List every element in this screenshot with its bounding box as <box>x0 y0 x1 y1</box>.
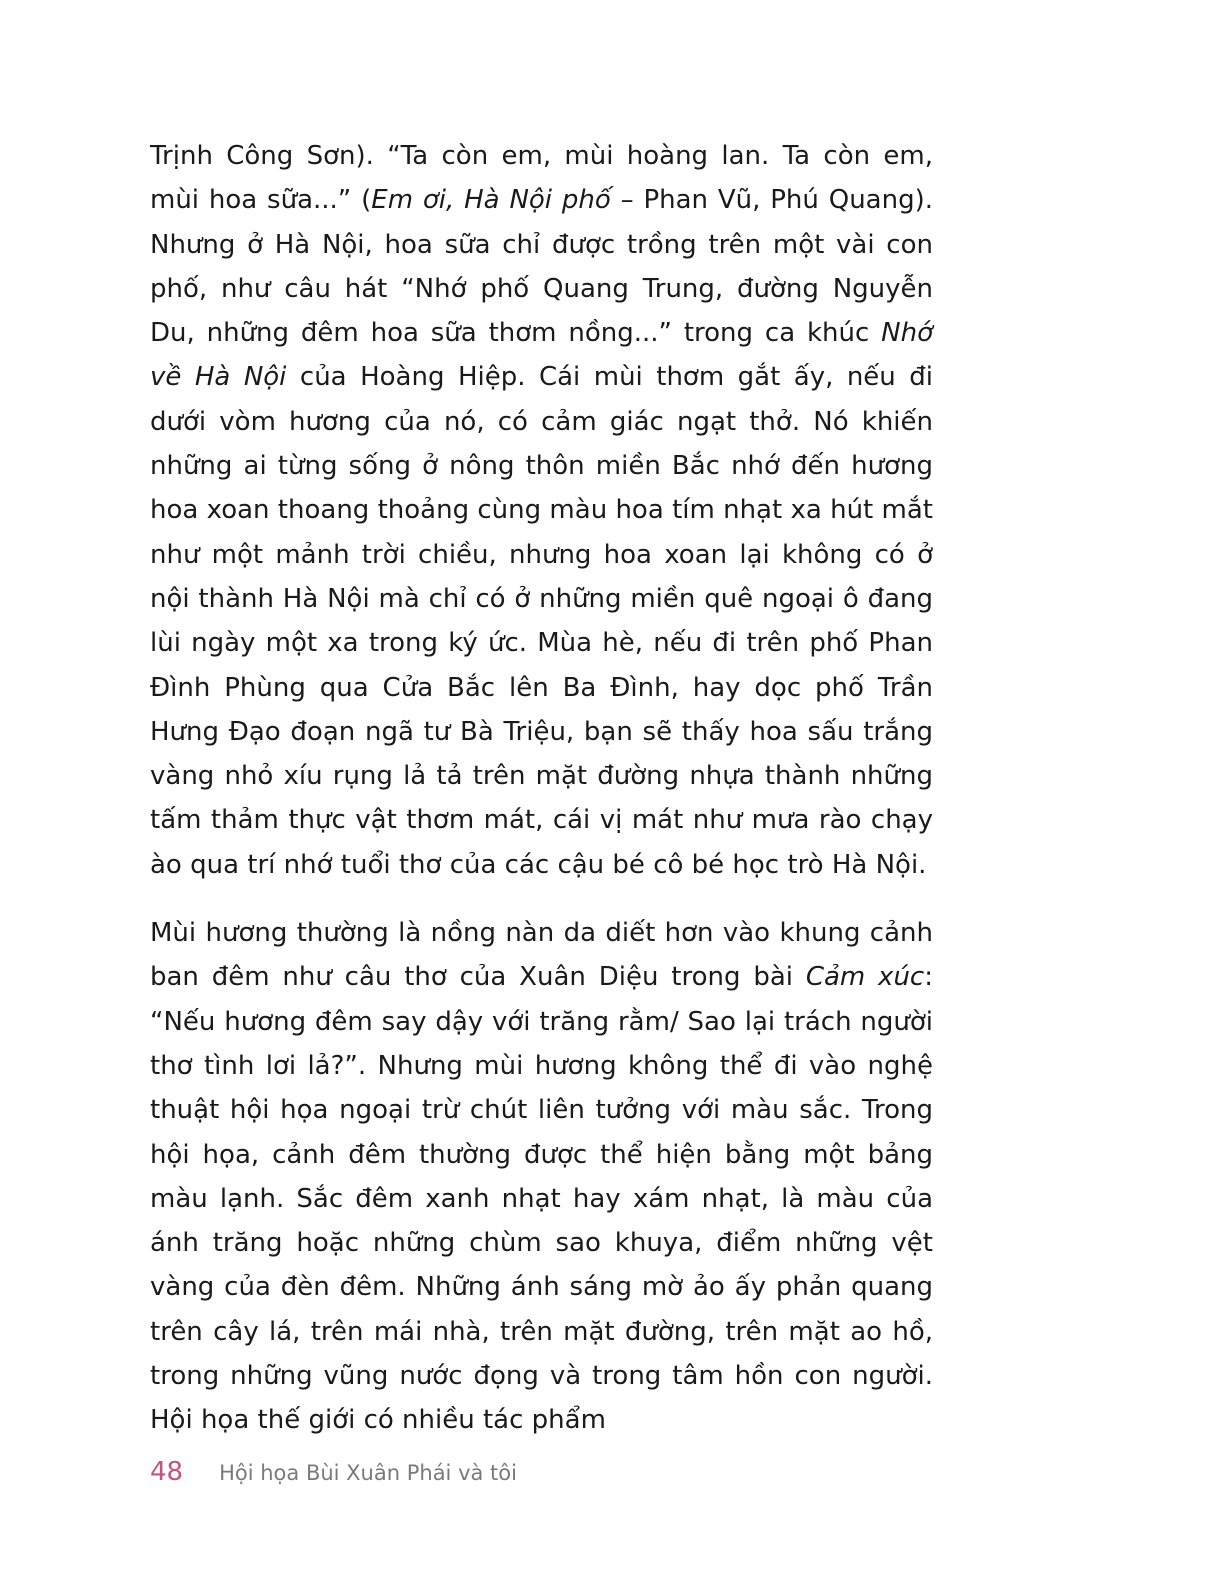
page-footer <box>150 1457 517 1501</box>
poem-title: Cảm xúc <box>805 962 925 993</box>
running-title: Hội họa Bùi Xuân Phái và tôi <box>219 1461 517 1485</box>
paragraph <box>150 134 933 887</box>
body-text <box>150 134 933 1443</box>
song-title: Nhớ về Hà Nội <box>150 318 933 393</box>
page-number: 48 <box>150 1457 184 1487</box>
paragraph <box>150 911 933 1443</box>
text-run: Mùi hương thường là nồng nàn da diết hơn vào khung cảnh ban đêm như câu thơ của Xuân Diệu trong bài <box>150 918 933 993</box>
text-run: Trịnh Công Sơn). “Ta còn em, mùi hoàng lan. Ta còn em, mùi hoa sữa...” ( <box>150 141 933 216</box>
text-run: : “Nếu hương đêm say dậy với trăng rằm/ Sao lại trách người thơ tình lơi lả?”. Nhưng mùi hương không thể đi vào nghệ thuật hội họa ngoại trừ chút liên tưởng với màu sắc. Trong hội họa, cảnh đêm thường được thể hiện bằng một bảng màu lạnh. Sắc đêm xanh nhạt hay xám nhạt, là màu của ánh trăng hoặc những chùm sao khuya, điểm những vệt vàng của đèn đêm. Những ánh sáng mờ ảo ấy phản quang trên cây lá, trên mái nhà, trên mặt đường, trên mặt ao hồ, trong những vũng nước đọng và trong tâm hồn con người. Hội họa thế giới có nhiều tác phẩm <box>150 962 933 1436</box>
text-run: của Hoàng Hiệp. Cái mùi thơm gắt ấy, nếu đi dưới vòm hương của nó, có cảm giác ngạt thở. Nó khiến những ai từng sống ở nông thôn miền Bắc nhớ đến hương hoa xoan thoang thoảng cùng màu hoa tím nhạt xa hút mắt như một mảnh trời chiều, nhưng hoa xoan lại không có ở nội thành Hà Nội mà chỉ có ở những miền quê ngoại ô đang lùi ngày một xa trong ký ức. Mùa hè, nếu đi trên phố Phan Đình Phùng qua Cửa Bắc lên Ba Đình, hay dọc phố Trần Hưng Đạo đoạn ngã tư Bà Triệu, bạn sẽ thấy hoa sấu trắng vàng nhỏ xíu rụng lả tả trên mặt đường nhựa thành những tấm thảm thực vật thơm mát, cái vị mát như mưa rào chạy ào qua trí nhớ tuổi thơ của các cậu bé cô bé học trò Hà Nội. <box>150 362 933 880</box>
text-run: – Phan Vũ, Phú Quang). Nhưng ở Hà Nội, hoa sữa chỉ được trồng trên một vài con phố, như câu hát “Nhớ phố Quang Trung, đường Nguyễn Du, những đêm hoa sữa thơm nồng...” trong ca khúc <box>150 185 933 349</box>
song-title: Em ơi, Hà Nội phố <box>371 185 611 216</box>
